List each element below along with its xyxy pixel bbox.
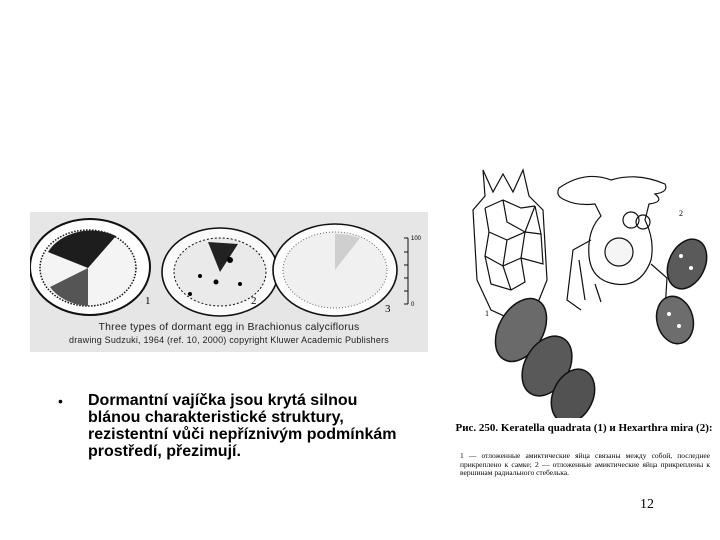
hexarthra-label: 2 — [679, 209, 683, 218]
egg-2-drawing — [162, 228, 278, 316]
figure-title: Рис. 250. Keratella quadrata (1) и Hexarthra mira (2): — [455, 422, 713, 434]
egg-label-3: 3 — [385, 303, 391, 315]
scale-bar — [404, 236, 422, 308]
page-number: 12 — [640, 497, 654, 512]
rotifer-drawing — [455, 160, 713, 418]
dormant-eggs-figure — [30, 212, 428, 352]
scale-bottom-label: 0 — [411, 302, 415, 308]
egg-3-drawing — [273, 224, 397, 316]
hexarthra-drawing — [558, 176, 679, 310]
keratella-drawing — [473, 170, 547, 320]
egg-label-2: 2 — [251, 295, 257, 307]
figure-caption: Three types of dormant egg in Brachionus calyciflorus — [98, 321, 360, 333]
scale-top-label: 100 — [411, 236, 422, 242]
hexarthra-eggs-drawing — [651, 233, 713, 348]
egg-1-drawing — [30, 219, 150, 315]
bullet-text: Dormantní vajíčka jsou krytá silnou blánou charakteristické struktury, rezistentní vůči nepříznivým podmínkám prostředí, přezimují. — [88, 392, 397, 460]
keratella-label: 1 — [485, 309, 489, 318]
keratella-eggs-drawing — [485, 290, 603, 418]
figure-legend: 1 — отложенные амиктические яйца связаны между собой, последнее прикреплено к самке; 2 — отложенные амиктические яйца прикреплены к вершинам радиального стебелька. — [460, 451, 710, 477]
egg-label-1: 1 — [145, 295, 151, 307]
bullet-marker: • — [58, 393, 63, 409]
figure-credit: drawing Sudzuki, 1964 (ref. 10, 2000) copyright Kluwer Academic Publishers — [69, 335, 389, 345]
keratella-hexarthra-figure — [455, 160, 713, 493]
